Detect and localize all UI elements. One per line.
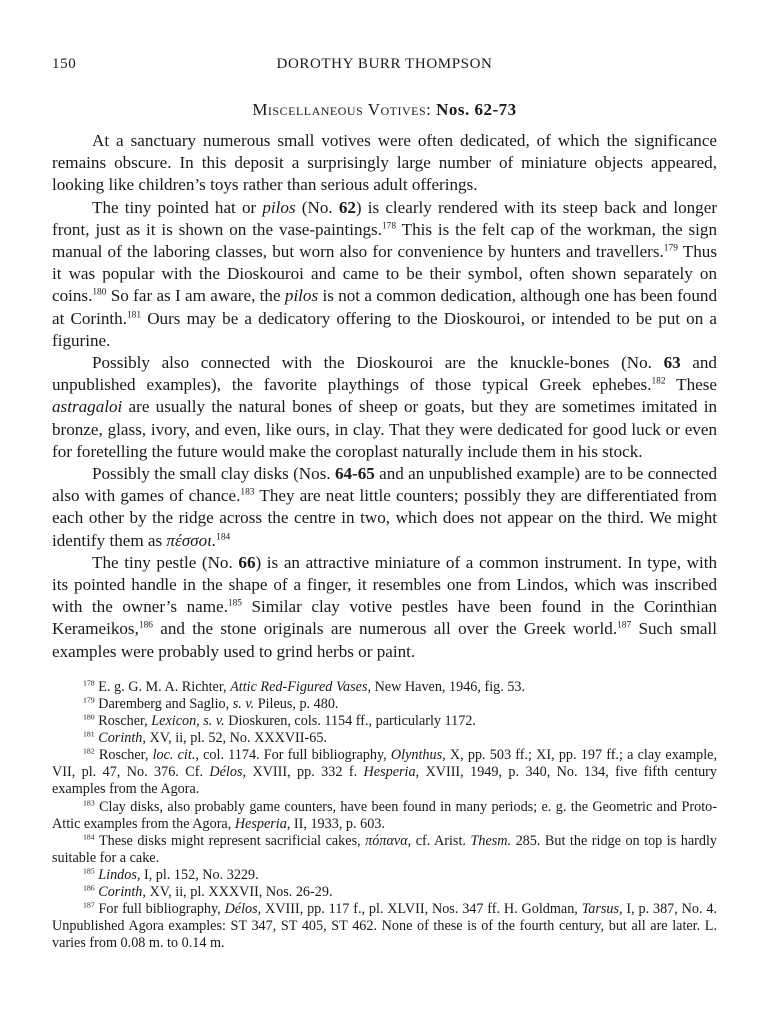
text-run: So far as I am aware, the (106, 286, 285, 306)
note-ref: 178 (381, 221, 397, 232)
italic-text: astragaloi (52, 397, 123, 417)
italic-text: loc. cit., (152, 747, 199, 764)
text-run: They are neat little counters; possibly they are differentiated from each other by the ridge across the centre in two, which does not appear on the third. We might identify them as (52, 486, 717, 550)
italic-text: Hesperia, (234, 815, 291, 832)
note-ref: 179 (663, 243, 678, 254)
text-run: Such small examples were probably used to grind herbs or paint. (52, 619, 717, 661)
note-ref: 183 (240, 487, 255, 498)
text-run: These (665, 375, 717, 395)
section-title-prefix: Miscellaneous Votives: (252, 100, 432, 119)
note-ref: 182 (83, 746, 95, 756)
note-ref: 187 (617, 620, 632, 631)
note-ref: 181 (126, 310, 142, 321)
text-run: Roscher, (94, 747, 153, 764)
text-run: New Haven, 1946, fig. 53. (371, 678, 526, 695)
text-run: Similar clay votive pestles have been found in the Corinthian Kerameikos, (52, 597, 717, 639)
italic-text: Délos, (209, 764, 247, 781)
note-ref: 185 (227, 598, 242, 609)
note-ref: 187 (83, 900, 95, 910)
text-run: Thus it was popular with the Dioskouroi and came to be their symbol, often shown separately on coins. (52, 242, 717, 306)
section-title-numbers: Nos. 62-73 (436, 100, 517, 119)
italic-text: Thesm. (470, 832, 512, 849)
section-title (52, 100, 717, 120)
note-ref: 186 (83, 883, 95, 893)
text-run: II, 1933, p. 603. (290, 815, 385, 832)
note-ref: 184 (216, 532, 231, 543)
text-run: Dioskuren, cols. 1154 ff., particularly 1172. (224, 713, 476, 730)
text-run: (No. (295, 197, 339, 217)
italic-text: Délos, (224, 901, 262, 918)
text-run: Roscher, (94, 713, 152, 730)
text-run: Clay disks, also probably game counters, have been found in many periods; e. g. the Geometric and Proto-Attic examples from the Agora, (52, 798, 717, 832)
footnote (52, 833, 717, 867)
text-run: For full bibliography, (94, 901, 225, 918)
italic-text: Attic Red-Figured Vases, (230, 678, 372, 695)
italic-text: πόπανα, (365, 832, 412, 849)
text-run: These disks might represent sacrificial cakes, (94, 832, 366, 849)
running-head (52, 56, 717, 78)
text-run: ) is clearly rendered with its steep back and longer front, just as it is shown on the vase-paintings. (52, 197, 718, 239)
text-run: XVIII, pp. 332 f. (246, 764, 364, 781)
italic-text: pilos (262, 197, 296, 217)
italic-text: s. v. (232, 695, 255, 712)
footnote (52, 713, 717, 730)
text-run: XV, ii, pl. 52, No. XXXVII-65. (145, 730, 327, 747)
text-run: ) is an attractive miniature of a common instrument. In type, with its pointed handle in the shape of a finger, it resembles one from Lindos, which was inscribed with the owner’s name. (52, 552, 717, 617)
text-run: I, pl. 152, No. 3229. (140, 866, 259, 883)
text-run: Daremberg and Saglio, (94, 695, 233, 712)
text-run: are usually the natural bones of sheep or goats, but they are sometimes imitated in bronze, glass, ivory, and even, like ours, in clay. That they were dedicated for good luck or even for foretelling the future would make the coroplast naturally include them in his stock. (52, 397, 717, 461)
footnote (52, 679, 717, 696)
text-run: E. g. G. M. A. Richter, (94, 678, 231, 695)
footnote (52, 747, 717, 798)
text-run: and an unpublished example) are to be connected also with games of chance. (52, 464, 717, 506)
text-run: XV, ii, pl. XXXVII, Nos. 26-29. (145, 884, 333, 900)
text-run: cf. Arist. (411, 832, 471, 849)
text-run: Possibly the small clay disks (Nos. (92, 464, 335, 484)
text-run: XVIII, 1949, p. 340, No. 134, five fifth century examples from the Agora. (52, 764, 718, 798)
running-head-author: DOROTHY BURR THOMPSON (276, 56, 493, 72)
paragraph (52, 130, 717, 197)
text-run: Pileus, p. 480. (254, 695, 339, 712)
footnote (52, 867, 717, 884)
paragraph (52, 352, 717, 463)
note-ref: 179 (83, 695, 95, 705)
italic-text: Hesperia, (363, 764, 420, 781)
note-ref: 180 (83, 712, 95, 722)
text-run: and unpublished examples), the favorite playthings of those typical Greek ephebes. (52, 353, 717, 395)
text-run: The tiny pointed hat or (92, 197, 263, 217)
catalog-number: 63 (663, 353, 681, 373)
text-run: X, pp. 503 ff.; XI, pp. 197 ff.; a clay example, VII, pl. 47, No. 376. Cf. (52, 747, 718, 781)
note-ref: 178 (83, 678, 95, 688)
text-run: 285. But the ridge on top is hardly suitable for a cake. (52, 832, 717, 866)
footnotes (52, 679, 717, 953)
paragraph (52, 197, 717, 352)
italic-text: Corinth, (98, 884, 146, 900)
text-run: XVIII, pp. 117 f., pl. XLVII, Nos. 347 ff. H. Goldman, (261, 901, 582, 918)
paragraph (52, 552, 717, 663)
text-run: The tiny pestle (No. (92, 552, 239, 572)
footnote (52, 884, 717, 901)
footnote (52, 696, 717, 713)
text-run: This is the felt cap of the workman, the sign manual of the laboring classes, but worn also for convenience by hunters and travellers. (52, 219, 718, 262)
italic-text: Olynthus, (390, 747, 446, 764)
footnote (52, 730, 717, 747)
italic-text: Lindos, (98, 866, 141, 883)
note-ref: 185 (83, 866, 95, 876)
footnote (52, 799, 717, 833)
note-ref: 186 (138, 620, 153, 631)
italic-text: Lexicon, s. v. (151, 713, 225, 730)
catalog-number: 66 (238, 552, 256, 572)
text-run: Possibly also connected with the Dioskouroi are the knuckle-bones (No. (92, 353, 664, 373)
text-run: I, p. 387, No. 4. Unpublished Agora examples: ST 347, ST 405, ST 462. None of these is of the fourth century, but all are later. L. varies from 0.08 m. to 0.14 m. (52, 901, 717, 952)
text-run: and the stone originals are numerous all over the Greek world. (152, 619, 618, 639)
catalog-number: 64-65 (334, 464, 375, 484)
note-ref: 184 (83, 832, 95, 842)
body-text (52, 130, 717, 663)
italic-text: Corinth, (98, 730, 146, 747)
page (52, 56, 717, 952)
italic-text: Tarsus, (581, 901, 623, 918)
italic-text: πέσσοι. (166, 530, 217, 550)
catalog-number: 62 (338, 197, 356, 217)
page-number: 150 (52, 56, 77, 72)
note-ref: 182 (651, 376, 666, 387)
text-run: At a sanctuary numerous small votives were often dedicated, of which the significance remains obscure. In this deposit a surprisingly large number of miniature objects appeared, looking like children’s toys rather than serious adult offerings. (52, 131, 717, 195)
note-ref: 183 (83, 798, 95, 808)
text-run: is not a common dedication, although one has been found at Corinth. (52, 286, 717, 328)
footnote (52, 901, 717, 952)
note-ref: 180 (92, 287, 107, 298)
italic-text: pilos (284, 286, 319, 306)
paragraph (52, 463, 717, 552)
note-ref: 181 (83, 729, 95, 739)
text-run: col. 1174. For full bibliography, (198, 747, 391, 764)
text-run: Ours may be a dedicatory offering to the Dioskouroi, or intended to be put on a figurine. (52, 308, 717, 350)
